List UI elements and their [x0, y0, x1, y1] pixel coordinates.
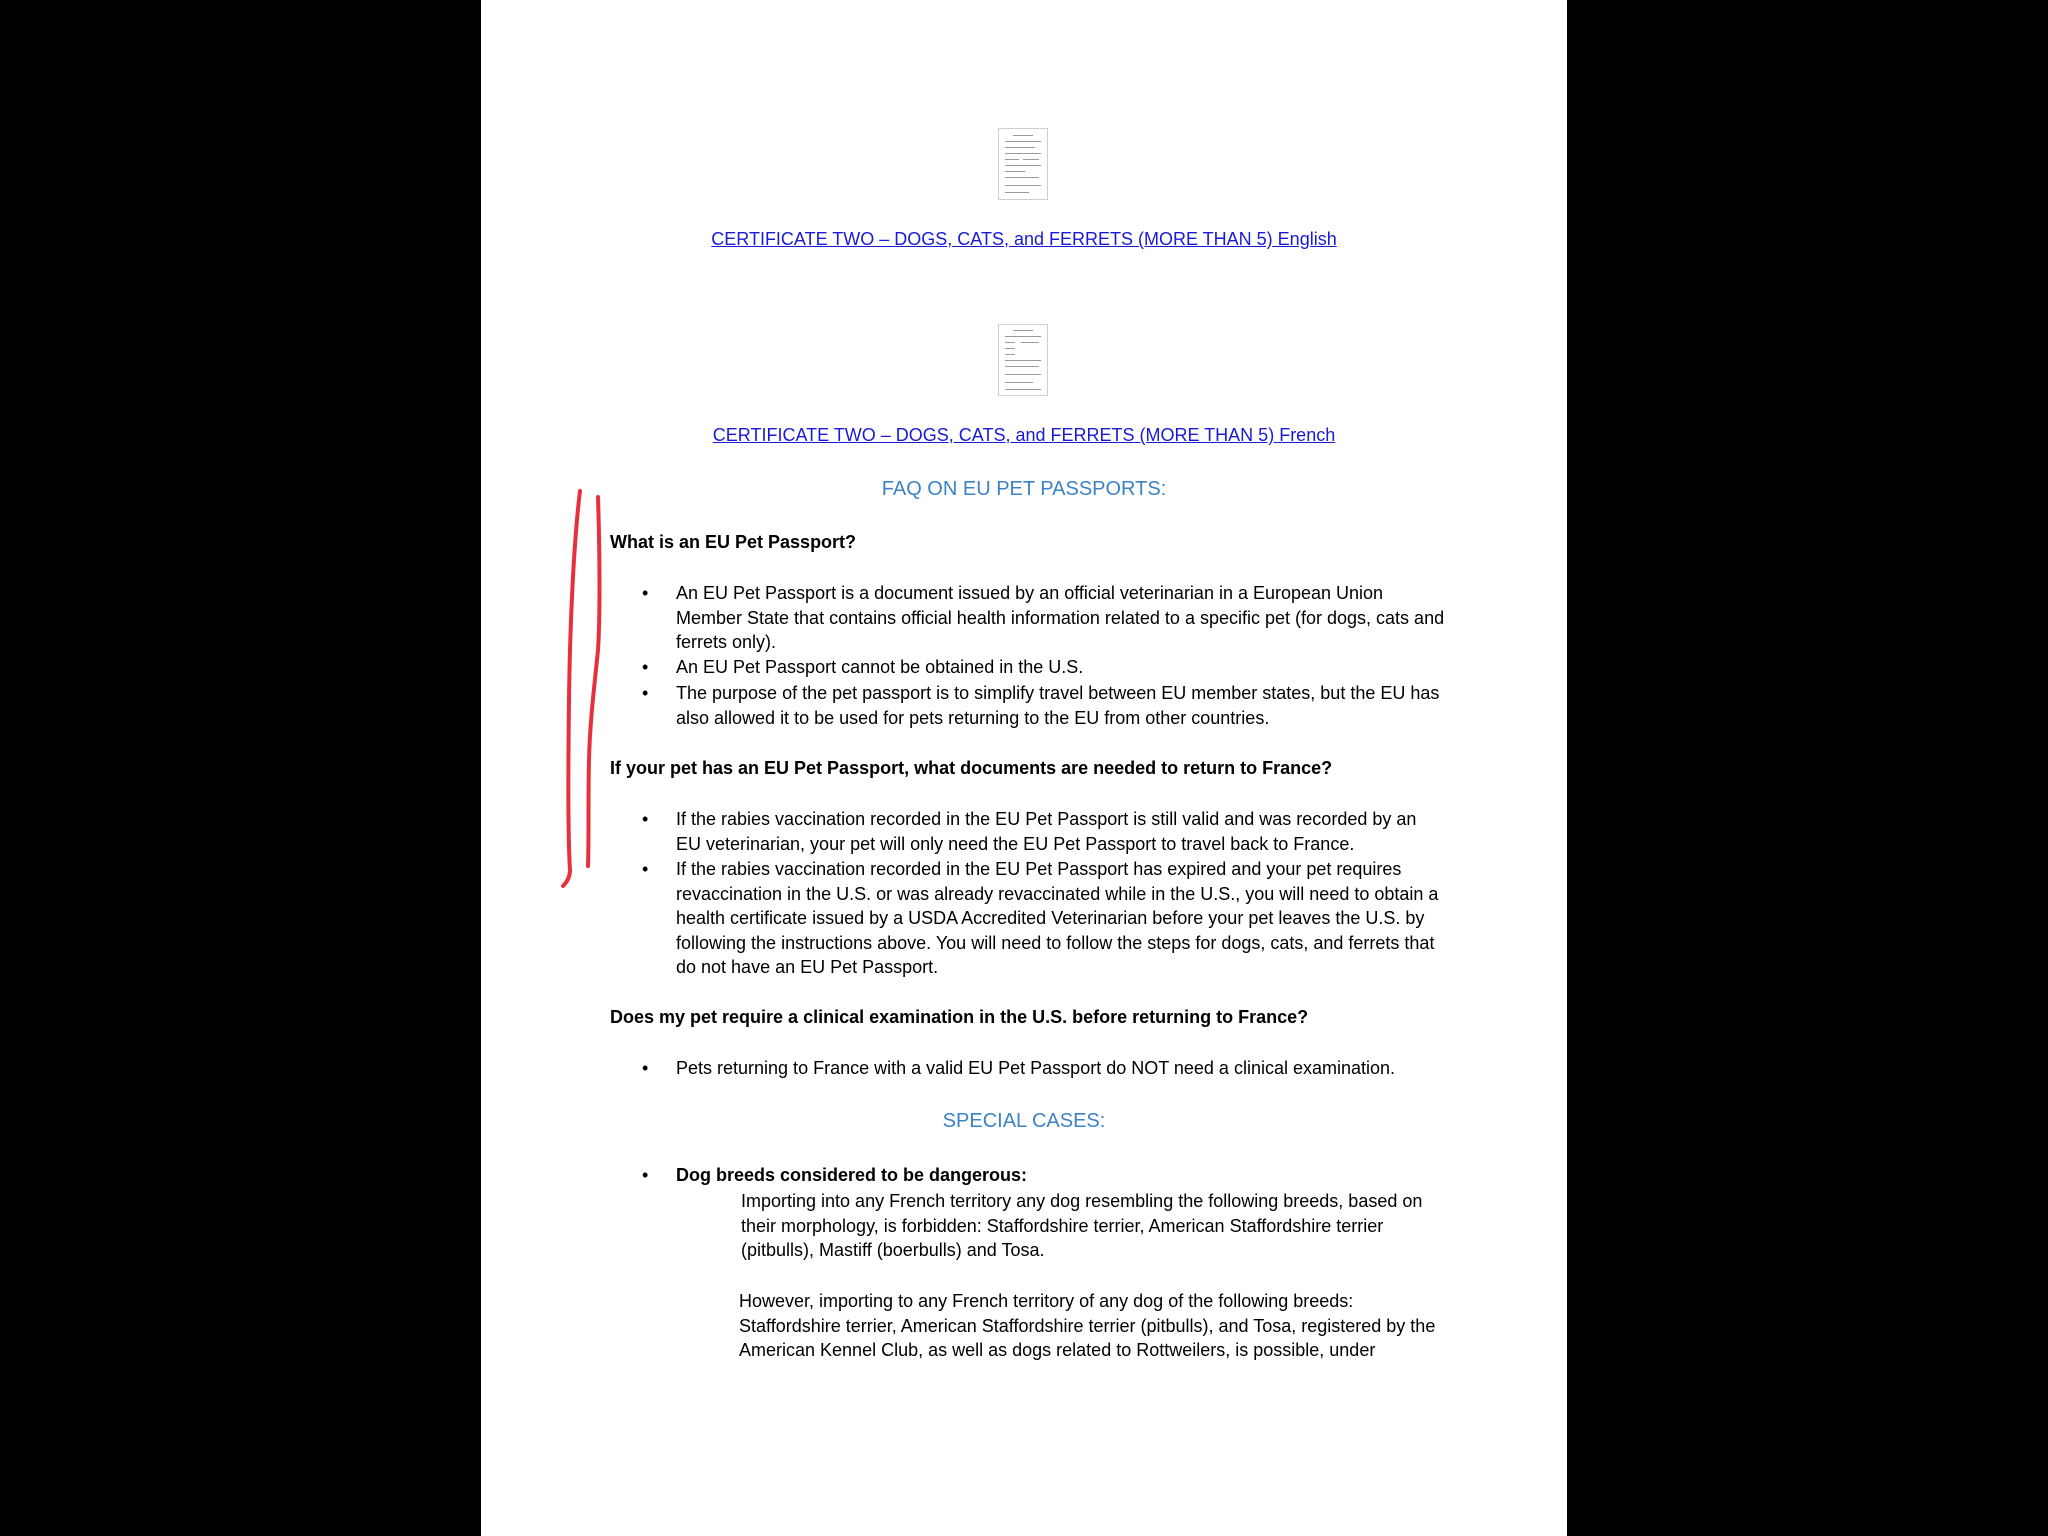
faq-question: What is an EU Pet Passport?	[610, 532, 857, 552]
faq-answer: An EU Pet Passport cannot be obtained in the U.S.	[676, 657, 1084, 677]
faq-question: Does my pet require a clinical examination in the U.S. before returning to France?	[610, 1007, 1309, 1027]
special-cases-heading: SPECIAL CASES:	[942, 1110, 1106, 1132]
bullet: •	[642, 683, 649, 703]
bullet: •	[642, 583, 649, 603]
certificate-link-french[interactable]: CERTIFICATE TWO – DOGS, CATS, and FERRETS (MORE THAN 5) French	[712, 425, 1336, 445]
bullet: •	[642, 859, 649, 879]
faq-answer: An EU Pet Passport is a document issued by an official veterinarian in a European Union Member State that contains official health information related to a specific pet (for dogs, cats and ferrets only).	[676, 583, 1445, 652]
bullet: •	[642, 1058, 649, 1078]
faq-question: If your pet has an EU Pet Passport, what documents are needed to return to France?	[610, 758, 1333, 778]
faq-heading: FAQ ON EU PET PASSPORTS:	[881, 478, 1167, 500]
annotation-stroke	[563, 491, 580, 886]
special-case-paragraph: Importing into any French territory any dog resembling the following breeds, based on their morphology, is forbidden: Staffordshire terrier, American Staffordshire terrier (pitbulls), Mastiff (boerbulls) and Tosa.	[741, 1191, 1423, 1260]
special-case-title: Dog breeds considered to be dangerous:	[676, 1165, 1028, 1185]
bullet: •	[642, 657, 649, 677]
faq-answer: If the rabies vaccination recorded in the EU Pet Passport has expired and your pet requires revaccination in the U.S. or was already revaccinated while in the U.S., you will need to obtain a health certificate issued by a USDA Accredited Veterinarian before your pet leaves the U.S. by following the instructions above. You will need to follow the steps for dogs, cats, and ferrets that do not have an EU Pet Passport.	[676, 859, 1439, 977]
faq-answer: If the rabies vaccination recorded in the EU Pet Passport is still valid and was recorded by an EU veterinarian, your pet will only need the EU Pet Passport to travel back to France.	[676, 809, 1417, 854]
faq-answer: The purpose of the pet passport is to simplify travel between EU member states, but the EU has also allowed it to be used for pets returning to the EU from other countries.	[676, 683, 1440, 728]
special-case-paragraph: However, importing to any French territory of any dog of the following breeds: Staffordshire terrier, American Staffordshire terrier (pitbulls), and Tosa, registered by the American Kennel Club, as well as dogs related to Rottweilers, is possible, under	[739, 1291, 1436, 1360]
faq-answer: Pets returning to France with a valid EU Pet Passport do NOT need a clinical examination.	[676, 1058, 1396, 1078]
annotation-stroke	[588, 497, 600, 866]
certificate-link-english[interactable]: CERTIFICATE TWO – DOGS, CATS, and FERRETS (MORE THAN 5) English	[711, 229, 1337, 249]
bullet: •	[642, 1165, 649, 1185]
bullet: •	[642, 809, 649, 829]
